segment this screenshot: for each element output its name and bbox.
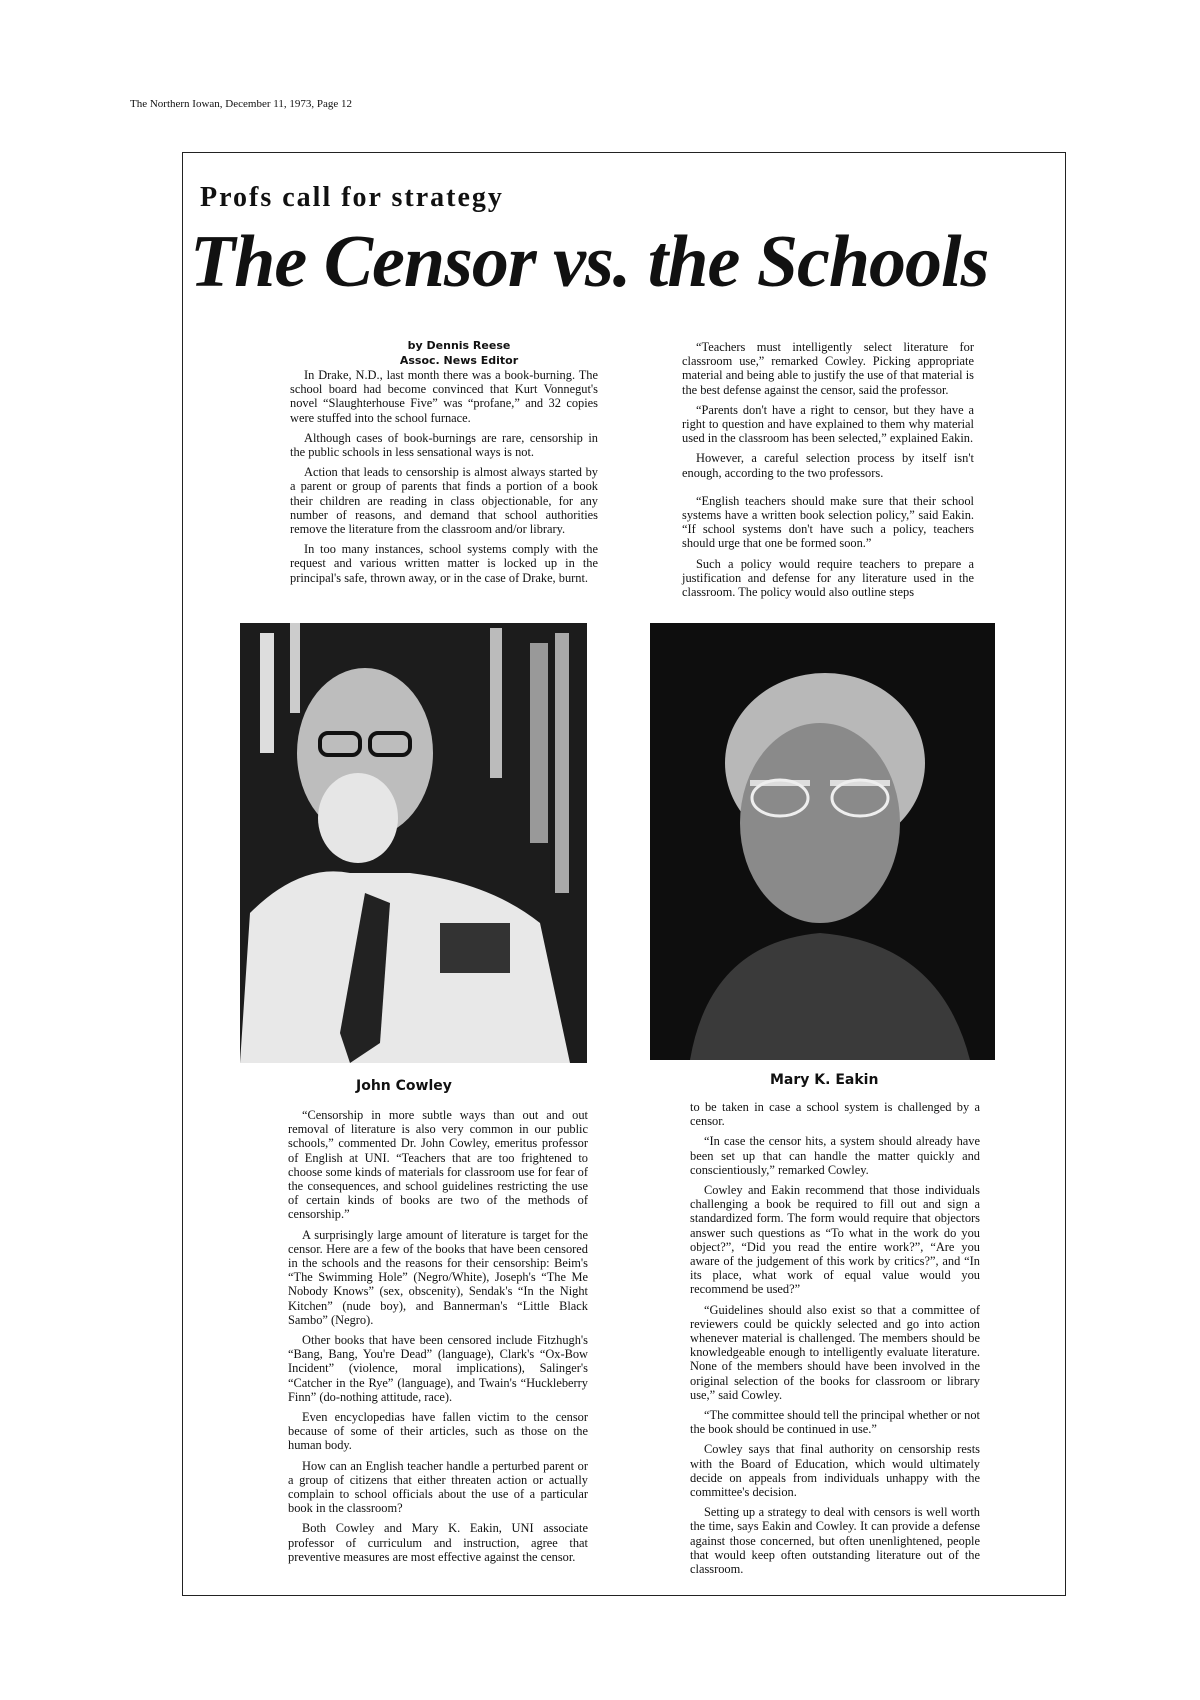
photo-john-cowley: [240, 623, 587, 1063]
paragraph: “Censorship in more subtle ways than out and out removal of literature is also very common in our public schools,” commented Dr. John Cowley, emeritus professor of English at UNI. “Teachers that are too frightened to choose some kinds of materials for classroom use for fear of the consequences, and school guidelines restricting the use of certain kinds of books are two of the methods of censorship.”: [288, 1108, 588, 1222]
paragraph: “Parents don't have a right to censor, but they have a right to question and have explained to them why material used in the classroom has been selected,” explained Eakin.: [682, 402, 974, 446]
top-right-column: [682, 340, 974, 605]
paragraph: Action that leads to censorship is almost always started by a parent or group of parents that finds a portion of a book their children are reading in class objectionable, for any number of reasons, and demand that school authorities remove the literature from the classroom and/or library.: [290, 465, 598, 537]
paragraph: Although cases of book-burnings are rare, censorship in the public schools in less sensational ways is not.: [290, 430, 598, 460]
page-folio: The Northern Iowan, December 11, 1973, Page 12: [130, 98, 352, 110]
paragraph: Even encyclopedias have fallen victim to the censor because of some of their articles, such as those on the human body.: [288, 1410, 588, 1453]
paragraph: Other books that have been censored include Fitzhugh's “Bang, Bang, You're Dead” (language), Clark's “Ox-Bow Incident” (violence, moral implications), Salinger's “Catcher in the Rye” (language), and Twain's “Huckleberry Finn” (do-nothing attitude, race).: [288, 1333, 588, 1404]
portrait-woman-image: [650, 623, 995, 1060]
bottom-left-column: [288, 1108, 588, 1570]
photo-mary-eakin: [650, 623, 995, 1060]
paragraph: However, a careful selection process by itself isn't enough, according to the two professors.: [682, 451, 974, 480]
paragraph: “Guidelines should also exist so that a committee of reviewers could be quickly selected and go into action whenever material is challenged. The members should be knowledgeable enough to intelligently evaluate literature. None of the members should have been involved in the original selection of the books for classroom or library use,” said Cowley.: [690, 1302, 980, 1402]
paragraph: Cowley says that final authority on censorship rests with the Board of Education, which would ultimately decide on appeals from individuals unhappy with the committee's decision.: [690, 1442, 980, 1500]
paragraph: A surprisingly large amount of literature is target for the censor. Here are a few of the books that have been censored in the schools and the reasons for their censorship: Beim's “The Swimming Hole” (Negro/White), Joseph's “The Me Nobody Knows” (sex, obscenity), Sendak's “In the Night Kitchen” (nude boy), and Bannerman's “Little Black Sambo” (Negro).: [288, 1227, 588, 1327]
paragraph: In too many instances, school systems comply with the request and various written matter is locked up in the principal's safe, thrown away, or in the case of Drake, burnt.: [290, 542, 598, 585]
paragraph: to be taken in case a school system is challenged by a censor.: [690, 1100, 980, 1129]
byline-author: by Dennis Reese: [407, 339, 511, 352]
byline: [290, 338, 598, 368]
paragraph: Such a policy would require teachers to prepare a justification and defense for any literature used in the classroom. The policy would also outline steps: [682, 556, 974, 600]
portrait-man-image: [240, 623, 587, 1063]
byline-title: Assoc. News Editor: [399, 354, 519, 367]
paragraph: “The committee should tell the principal whether or not the book should be continued in use.”: [690, 1408, 980, 1437]
paragraph: “Teachers must intelligently select literature for classroom use,” remarked Cowley. Picking appropriate material and being able to justify the use of that material is the best defense against the censor, said the professor.: [682, 340, 974, 397]
main-headline: The Censor vs. the Schools: [190, 221, 989, 303]
photo-caption-mary-eakin: Mary K. Eakin: [770, 1072, 879, 1088]
top-left-column: [290, 338, 598, 591]
paragraph: Setting up a strategy to deal with censors is well worth the time, says Eakin and Cowley. It can provide a defense against those concerned, but often unenlightened, people that would keep often outstanding literature out of the classroom.: [690, 1505, 980, 1577]
paragraph: “In case the censor hits, a system should already have been set up that can handle the matter quickly and conscientiously,” remarked Cowley.: [690, 1134, 980, 1177]
bottom-right-column: [690, 1100, 980, 1582]
paragraph: “English teachers should make sure that their school systems have a written book selection policy,” said Eakin. “If school systems don't have such a policy, teachers should urge that one be formed soon.”: [682, 493, 974, 551]
kicker-headline: Profs call for strategy: [200, 182, 504, 213]
paragraph: Cowley and Eakin recommend that those individuals challenging a book be required to fill out and sign a standardized form. The form would require that objectors answer such questions as “To what in the work do you object?”, “Did you read the entire work?”, “Are you aware of the judgement of this work by critics?”, and “In its place, what work of equal value would you recommend be used?”: [690, 1183, 980, 1297]
photo-caption-john-cowley: John Cowley: [356, 1078, 452, 1094]
paragraph: Both Cowley and Mary K. Eakin, UNI associate professor of curriculum and instruction, agree that preventive measures are most effective against the censor.: [288, 1521, 588, 1564]
paragraph: How can an English teacher handle a perturbed parent or a group of citizens that either threaten action or actually complain to school officials about the use of a particular book in the classroom?: [288, 1458, 588, 1516]
paragraph: In Drake, N.D., last month there was a book-burning. The school board had become convinced that Kurt Vonnegut's novel “Slaughterhouse Five” was “profane,” and 32 copies were stuffed into the school furnace.: [290, 368, 598, 425]
